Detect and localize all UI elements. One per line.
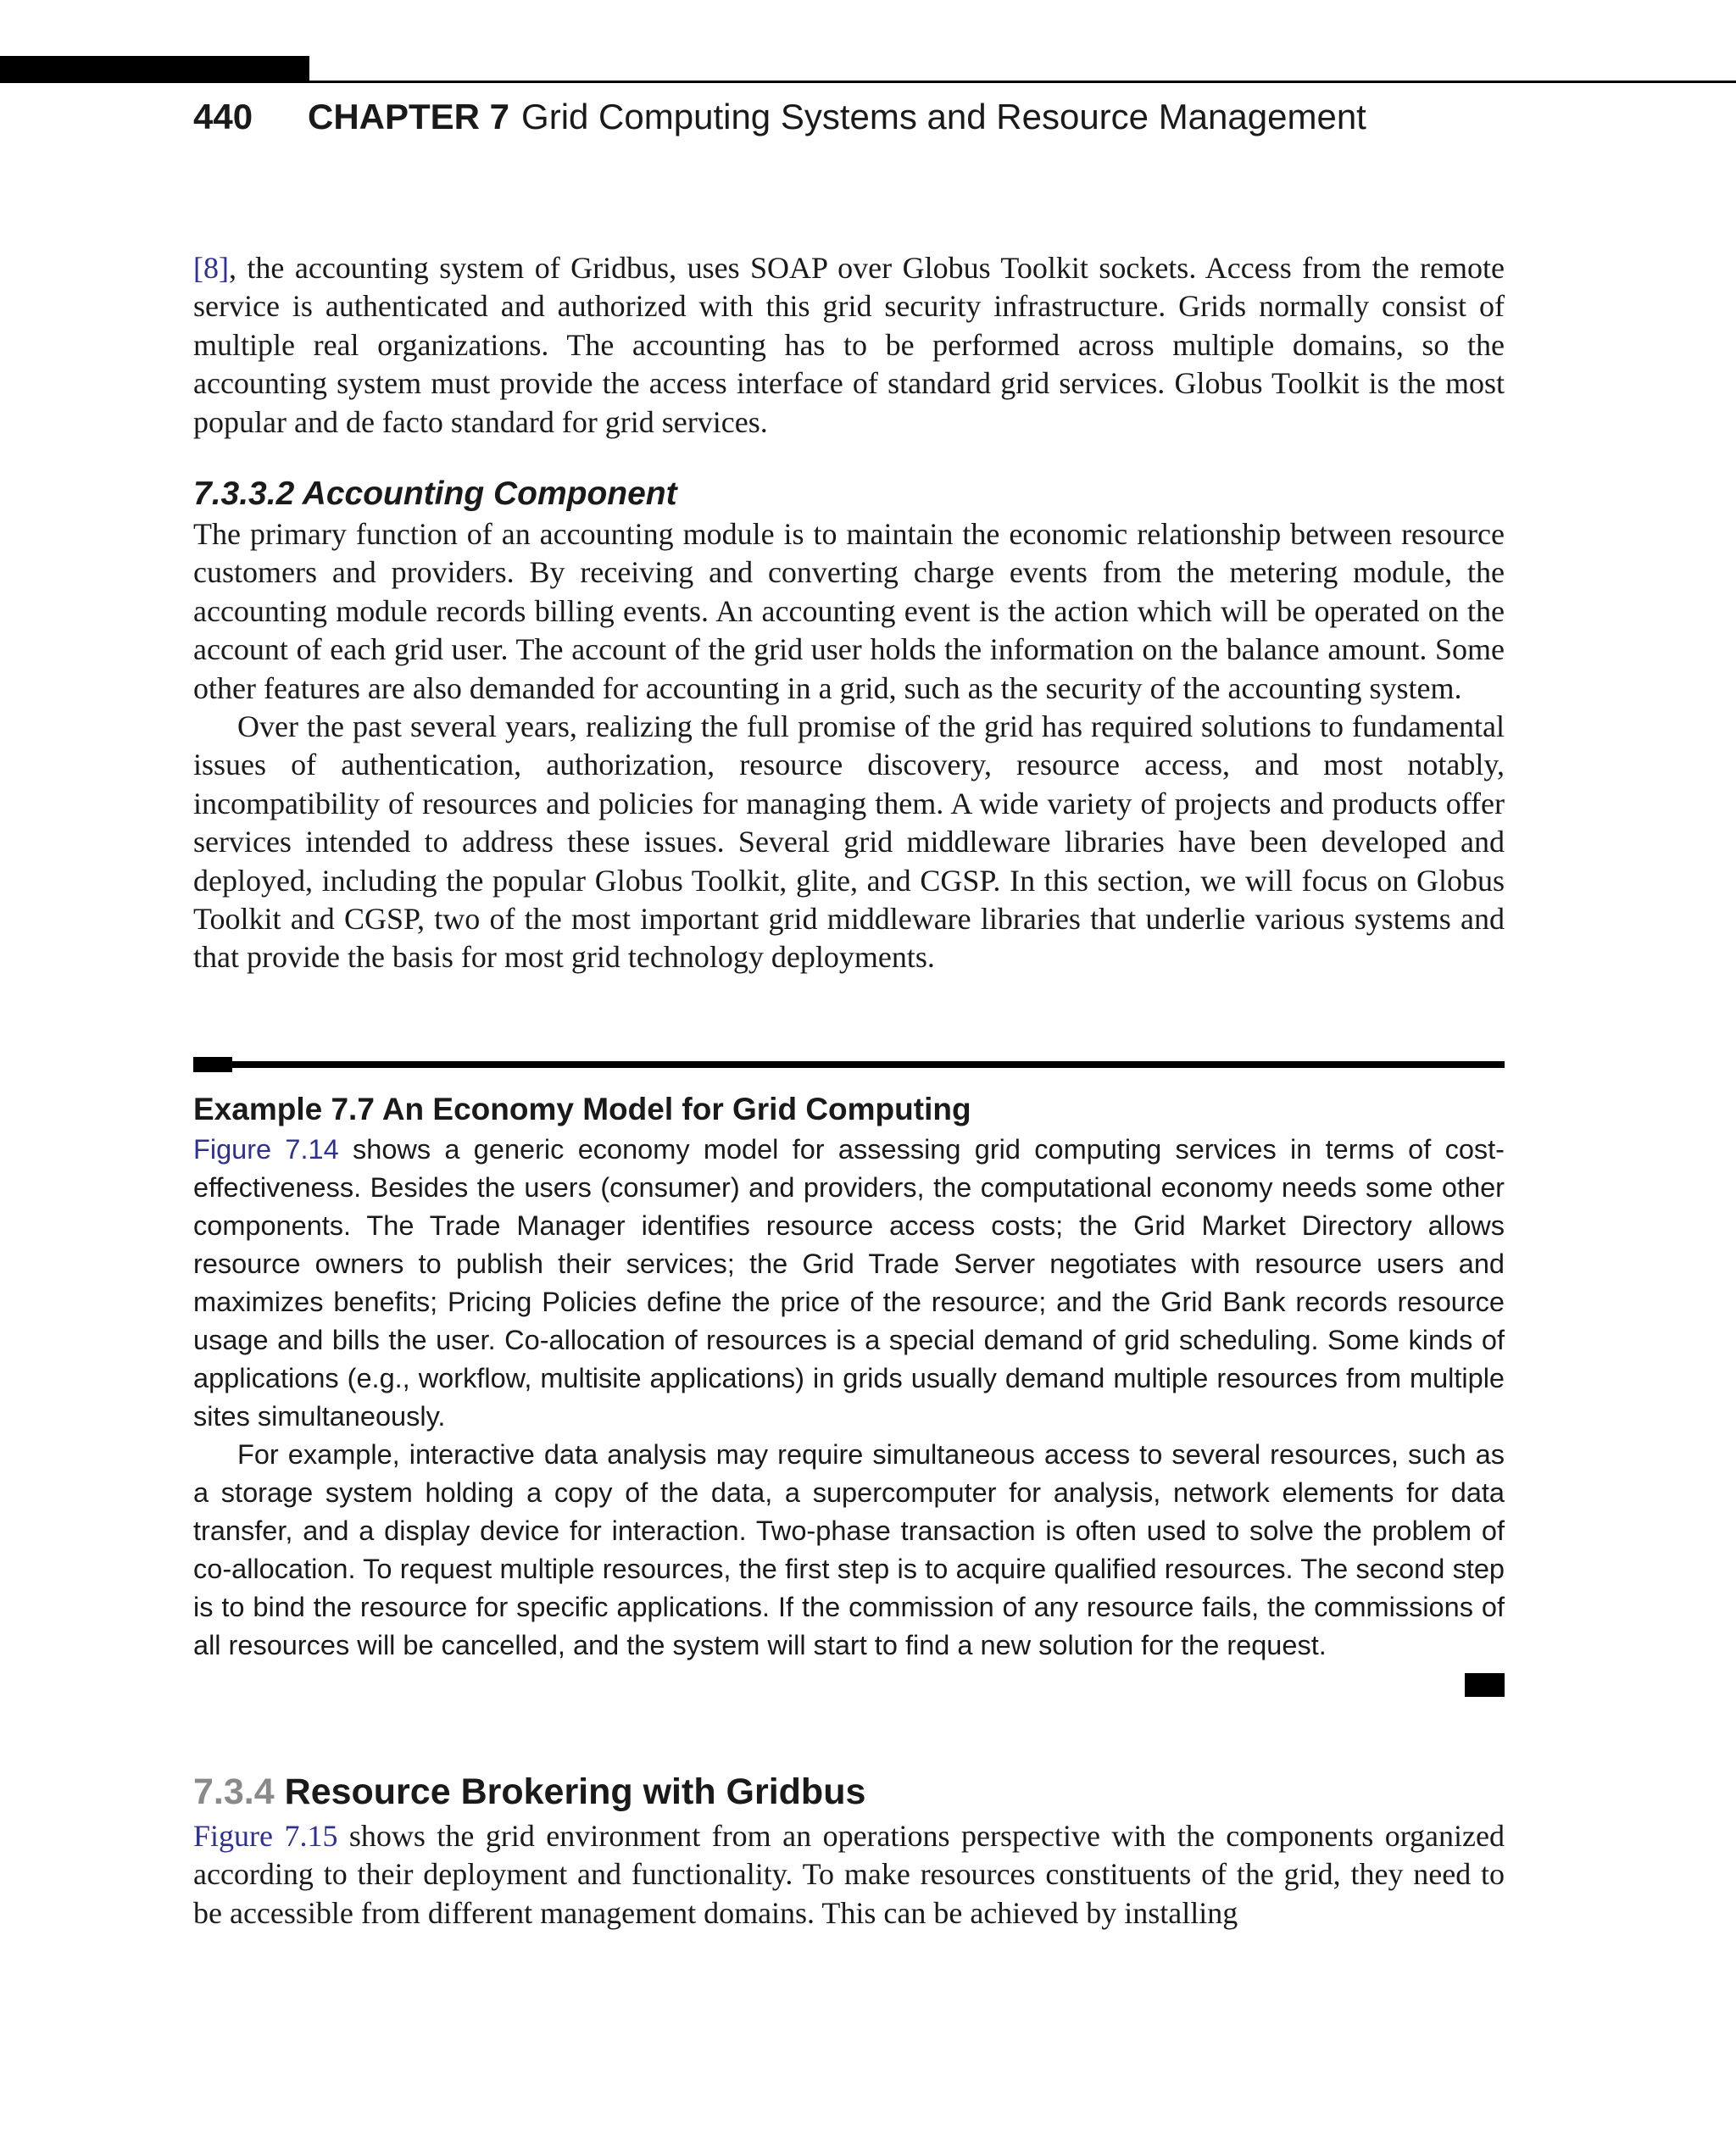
- section-title: Resource Brokering with Gridbus: [284, 1771, 866, 1812]
- citation-link[interactable]: [8]: [193, 251, 229, 285]
- example-paragraph-1: Figure 7.14 shows a generic economy model for assessing grid computing services in terms of cost-effectiveness. Besides the users (consumer) and providers, the computational economy needs some other components. The Trade Manager identifies resource access costs; the Grid Market Directory allows resource owners to publish their services; the Grid Trade Server negotiates with resource users and maximizes benefits; Pricing Policies define the price of the resource; and the Grid Bank records resource usage and bills the user. Co-allocation of resources is a special demand of grid scheduling. Some kinds of applications (e.g., workflow, multisite applications) in grids usually demand multiple resources from multiple sites simultaneously.: [193, 1134, 1505, 1432]
- example-box: [193, 1088, 1505, 1665]
- section-number: 7.3.4: [193, 1771, 275, 1812]
- example-top-rule: [193, 1061, 1505, 1068]
- chapter-label: CHAPTER 7: [308, 97, 510, 136]
- running-head: [193, 92, 1550, 142]
- page-number: 440: [193, 97, 253, 136]
- example-title: Example 7.7 An Economy Model for Grid Computing: [193, 1092, 971, 1126]
- figure-link-7-14[interactable]: Figure 7.14: [193, 1134, 339, 1165]
- intro-text: , the accounting system of Gridbus, uses SOAP over Globus Toolkit sockets. Access from the remote service is authenticated and authorized with this grid security infrastructure. Grids normally consist of multiple real organizations. The accounting has to be performed across multiple domains, so the accounting system must provide the access interface of standard grid services. Globus Toolkit is the most popular and de facto standard for grid services.: [193, 251, 1505, 439]
- section-resource-brokering: [193, 1766, 1505, 1932]
- header-rule-block: [0, 56, 309, 83]
- subsection-accounting: [193, 473, 1505, 977]
- chapter-title: Grid Computing Systems and Resource Management: [521, 97, 1366, 136]
- intro-paragraph: [193, 249, 1505, 442]
- subsection-heading: 7.3.3.2 Accounting Component: [193, 475, 677, 512]
- example-rule-marker: [193, 1057, 232, 1072]
- figure-link-7-15[interactable]: Figure 7.15: [193, 1819, 338, 1853]
- subsection-paragraph-1: The primary function of an accounting module is to maintain the economic relationship between resource customers and providers. By receiving and converting charge events from the metering module, the accounting module records billing events. An accounting event is the action which will be operated on the account of each grid user. The account of the grid user holds the information on the balance amount. Some other features are also demanded for accounting in a grid, such as the security of the accounting system.: [193, 517, 1505, 705]
- header-rule-line: [309, 81, 1736, 83]
- example-paragraph-2: For example, interactive data analysis may require simultaneous access to several resources, such as a storage system holding a copy of the data, a supercomputer for analysis, network elements for data transfer, and a display device for interaction. Two-phase transaction is often used to solve the problem of co-allocation. To request multiple resources, the first step is to acquire qualified resources. The second step is to bind the resource for specific applications. If the commission of any resource fails, the commissions of all resources will be cancelled, and the system will start to find a new solution for the request.: [193, 1439, 1505, 1660]
- section-paragraph: Figure 7.15 shows the grid environment from an operations perspective with the components organized according to their deployment and functionality. To make resources constituents of the grid, they need to be accessible from different management domains. This can be achieved by installing: [193, 1819, 1505, 1930]
- section-heading: [193, 1766, 1505, 1817]
- subsection-paragraph-2: Over the past several years, realizing the full promise of the grid has required solutions to fundamental issues of authentication, authorization, resource discovery, resource access, and most notably, incompatibility of resources and policies for managing them. A wide variety of projects and products offer services intended to address these issues. Several grid middleware libraries have been developed and deployed, including the popular Globus Toolkit, glite, and CGSP. In this section, we will focus on Globus Toolkit and CGSP, two of the most important grid middleware libraries that underlie various systems and that provide the basis for most grid technology deployments.: [193, 709, 1505, 975]
- example-end-marker: [1465, 1673, 1505, 1697]
